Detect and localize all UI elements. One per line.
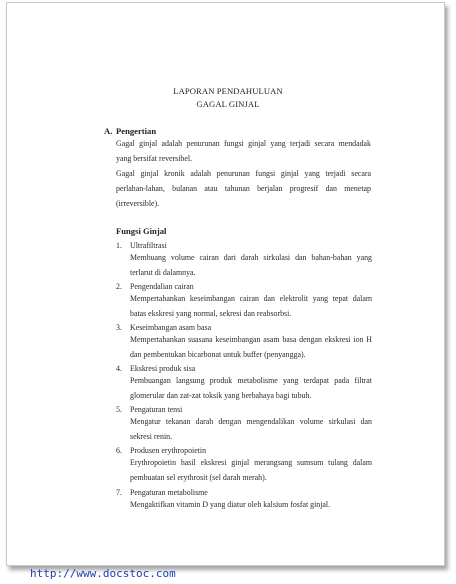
text-line: terlarut di dalamnya. <box>130 268 196 277</box>
text-line: Membuang volume cairan dari darah sirkulasi dan bahan-bahan yang <box>130 253 372 262</box>
text-line: Gagal ginjal kronik adalah penurunan fungsi ginjal yang terjadi secara <box>116 169 371 178</box>
list-item-title: Ekskresi produk sisa <box>130 364 196 373</box>
list-item-number: 5. <box>116 405 122 414</box>
text-line: glomerular dan zat-zat toksik yang berbahaya bagi tubuh. <box>130 391 312 400</box>
list-item-number: 6. <box>116 446 122 455</box>
list-item-number: 1. <box>116 241 122 250</box>
list-item-number: 3. <box>116 323 122 332</box>
definition-paragraph-1 <box>116 136 371 166</box>
section-heading-pengertian: Pengertian <box>116 126 157 136</box>
text-line: Erythropoietin hasil ekskresi ginjal merangsang sumsum tulang dalam <box>130 458 372 467</box>
section-letter: A. <box>104 126 113 136</box>
text-line: dan pembentukan bicarbonat untuk buffer (penyangga). <box>130 350 306 359</box>
text-line: perlahan-lahan, bulanan atau tahunan berjalan progresif dan menetap <box>116 184 371 193</box>
document-title: LAPORAN PENDAHULUAN <box>173 86 283 96</box>
list-item-description <box>130 455 372 485</box>
list-item-title: Keseimbangan asam basa <box>130 323 212 332</box>
document-subtitle: GAGAL GINJAL <box>196 99 260 109</box>
definition-paragraph-2 <box>116 166 371 211</box>
list-item-description <box>130 497 372 512</box>
list-item-number: 7. <box>116 488 122 497</box>
text-line: (irreversible). <box>116 199 160 208</box>
text-line: sekresi renin. <box>130 432 173 441</box>
list-item-title: Ultrafiltrasi <box>130 241 167 250</box>
section-heading-fungsi-ginjal: Fungsi Ginjal <box>116 226 167 236</box>
list-item-description <box>130 373 372 403</box>
text-line: Mengatur tekanan darah dengan mengendalikan volume sirkulasi dan <box>130 417 372 426</box>
list-item-description <box>130 291 372 321</box>
text-line: yang bersifat reversibel. <box>116 154 193 163</box>
text-line: Mengaktifkan vitamin D yang diatur oleh kalsium fosfat ginjal. <box>130 500 331 509</box>
list-item-description <box>130 250 372 280</box>
text-line: Mempertahankan keseimbangan cairan dan elektrolit yang tepat dalam <box>130 294 372 303</box>
list-item-description <box>130 332 372 362</box>
text-line: Pembuangan langsung produk metabolisme yang terdapat pada filtrat <box>130 376 372 385</box>
list-item-title: Pengendalian cairan <box>130 282 194 291</box>
list-item-title: Pengaturan metabolisme <box>130 488 208 497</box>
footer-link[interactable]: http://www.docstoc.com <box>30 567 176 580</box>
list-item-number: 4. <box>116 364 122 373</box>
list-item-number: 2. <box>116 282 122 291</box>
text-line: Mempertahankan suasana keseimbangan asam basa dengan ekskresi ion H <box>130 335 372 344</box>
list-item-title: Pengaturan tensi <box>130 405 183 414</box>
text-line: batas ekskresi yang normal, sekresi dan reabsorbsi. <box>130 309 292 318</box>
text-line: pembuatan sel erythrosit (sel darah merah). <box>130 473 267 482</box>
text-line: Gagal ginjal adalah penurunan fungsi ginjal yang terjadi secara mendadak <box>116 139 371 148</box>
list-item-description <box>130 414 372 444</box>
list-item-title: Produsen erythropoietin <box>130 446 207 455</box>
